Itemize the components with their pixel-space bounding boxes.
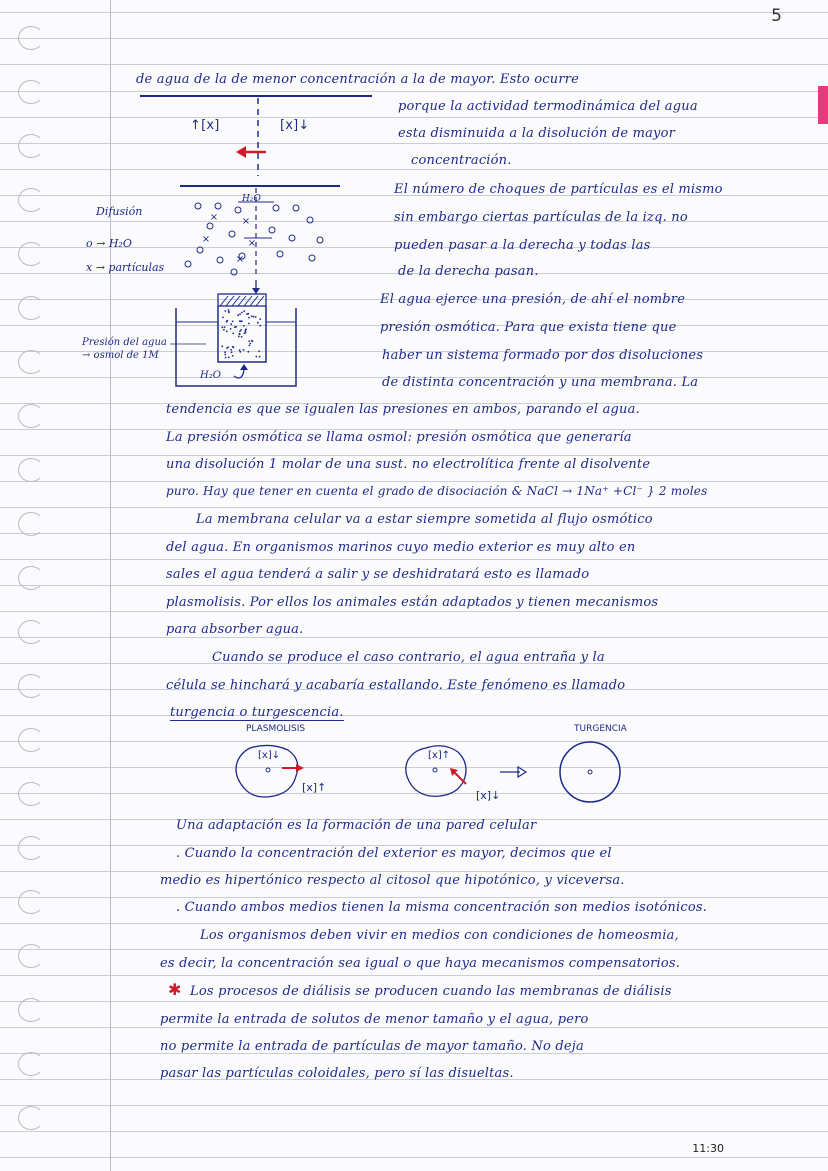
solute-particle: × xyxy=(247,238,257,249)
binder-ring xyxy=(18,350,44,374)
text-line-9: El agua ejerce una presión, de ahí el nombre xyxy=(380,292,686,307)
text-line-34: pasar las partículas coloidales, pero sí las disueltas. xyxy=(160,1066,514,1081)
turgor-cell-swollen xyxy=(560,742,620,802)
solute-dot xyxy=(259,318,261,320)
solute-dot xyxy=(225,357,227,359)
solute-particle: × xyxy=(241,216,251,227)
solute-dot xyxy=(251,340,253,342)
water-molecule xyxy=(235,207,241,213)
solute-dot xyxy=(259,356,261,358)
solute-dot xyxy=(231,352,233,354)
compartment-left-label: ↑[x] xyxy=(190,118,220,133)
solute-dot xyxy=(228,309,230,311)
solute-dot xyxy=(222,317,224,319)
binder-ring xyxy=(18,242,44,266)
solute-dot xyxy=(248,340,250,342)
solute-dot xyxy=(227,320,229,322)
turgor-title: TURGENCIA xyxy=(574,724,627,734)
plasmolysis-title: PLASMOLISIS xyxy=(246,724,306,734)
water-molecule xyxy=(293,205,299,211)
binder-ring xyxy=(18,1052,44,1076)
text-line-19: sales el agua tenderá a salir y se deshidratará esto es llamado xyxy=(166,567,590,582)
binder-ring xyxy=(18,620,44,644)
binder-ring xyxy=(18,890,44,914)
water-molecule xyxy=(307,217,313,223)
solute-particle: × xyxy=(201,234,211,245)
text-line-7: pueden pasar a la derecha y todas las xyxy=(394,238,651,253)
binder-ring xyxy=(18,26,44,50)
solute-dot xyxy=(258,350,260,352)
binder-ring xyxy=(18,404,44,428)
diffusion-h2o-label: H₂O xyxy=(242,194,261,204)
binder-ring xyxy=(18,944,44,968)
binder-ring xyxy=(18,188,44,212)
text-line-8: de la derecha pasan. xyxy=(398,264,539,279)
solute-dot xyxy=(240,320,242,322)
text-line-25: Una adaptación es la formación de una pared celular xyxy=(176,818,537,833)
solute-dot xyxy=(259,325,261,327)
water-molecule xyxy=(207,223,213,229)
text-line-32: permite la entrada de solutos de menor tamaño y el agua, pero xyxy=(160,1012,589,1027)
solute-dot xyxy=(237,314,239,316)
compartment-right-label: [x]↓ xyxy=(280,118,310,133)
binder-ring xyxy=(18,512,44,536)
water-molecule xyxy=(195,203,201,209)
asterisk-icon: ✱ xyxy=(168,980,182,999)
text-line-31: Los procesos de diálisis se producen cuando las membranas de diálisis xyxy=(190,984,672,999)
cell2-inner-label: [x]↑ xyxy=(428,750,451,761)
water-molecule xyxy=(273,205,279,211)
solute-dot xyxy=(239,313,241,315)
solute-dot xyxy=(239,349,241,351)
legend-water: o → H₂O xyxy=(86,237,132,250)
water-molecule xyxy=(277,251,283,257)
diagram-compartments xyxy=(136,88,376,178)
text-line-27: medio es hipertónico respecto al citosol que hipotónico, y viceversa. xyxy=(160,873,625,888)
text-line-17: La membrana celular va a estar siempre sometida al flujo osmótico xyxy=(196,512,653,527)
solute-dot xyxy=(239,351,241,353)
solute-dot xyxy=(255,316,257,318)
cell1-inner-label: [x]↓ xyxy=(258,750,281,761)
text-line-2: porque la actividad termodinámica del agua xyxy=(398,99,698,114)
text-line-14: La presión osmótica se llama osmol: presión osmótica que generaría xyxy=(166,430,632,445)
text-line-16: puro. Hay que tener en cuenta el grado de disociación & NaCl → 1Na⁺ +Cl⁻ } 2 moles xyxy=(166,484,708,498)
solute-dot xyxy=(245,328,247,330)
text-line-15: una disolución 1 molar de una sust. no electrolítica frente al disolvente xyxy=(166,457,651,472)
text-line-23: célula se hinchará y acabaría estallando. Este fenómeno es llamado xyxy=(166,678,626,693)
water-molecule xyxy=(217,257,223,263)
text-line-29: Los organismos deben vivir en medios con condiciones de homeosmia, xyxy=(200,928,679,943)
solute-dot xyxy=(255,356,257,358)
solute-dot xyxy=(232,321,234,323)
text-line-3: esta disminuida a la disolución de mayor xyxy=(398,126,676,141)
solute-dot xyxy=(221,345,223,347)
binder-ring xyxy=(18,296,44,320)
binder-ring xyxy=(18,80,44,104)
solute-dot xyxy=(253,316,255,318)
water-molecule xyxy=(269,227,275,233)
text-line-13: tendencia es que se igualen las presiones en ambos, parando el agua. xyxy=(166,402,640,417)
text-line-22: Cuando se produce el caso contrario, el agua entraña y la xyxy=(212,650,605,665)
solute-dot xyxy=(238,336,240,338)
binder-ring xyxy=(18,836,44,860)
text-line-33: no permite la entrada de partículas de mayor tamaño. No deja xyxy=(160,1039,584,1054)
text-line-5: El número de choques de partículas es el mismo xyxy=(394,182,723,197)
cell1-outer-label: [x]↑ xyxy=(302,781,327,794)
binder-ring xyxy=(18,998,44,1022)
text-line-12: de distinta concentración y una membrana. La xyxy=(382,375,699,390)
solute-dot xyxy=(226,347,228,349)
solute-particle: × xyxy=(209,212,219,223)
binder-ring xyxy=(18,782,44,806)
solute-dot xyxy=(230,349,232,351)
water-molecule xyxy=(197,247,203,253)
text-line-30: es decir, la concentración sea igual o que haya mecanismos compensatorios. xyxy=(160,956,681,971)
water-molecule xyxy=(229,231,235,237)
solute-dot xyxy=(230,323,232,325)
legend-particles: x → partículas xyxy=(86,261,165,274)
beaker-h2o-label: H₂O xyxy=(200,370,221,381)
text-line-18: del agua. En organismos marinos cuyo medio exterior es muy alto en xyxy=(166,540,636,555)
solute-dot xyxy=(230,328,232,330)
binder-ring xyxy=(18,458,44,482)
text-line-28: . Cuando ambos medios tienen la misma concentración son medios isotónicos. xyxy=(176,900,708,915)
text-line-10: presión osmótica. Para que exista tiene que xyxy=(380,320,677,335)
text-line-6: sin embargo ciertas partículas de la izq. no xyxy=(394,210,688,225)
binder-ring xyxy=(18,1106,44,1130)
water-molecule xyxy=(231,269,237,275)
water-molecule xyxy=(289,235,295,241)
diffusion-label: Difusión xyxy=(96,205,143,218)
solute-dot xyxy=(224,354,226,356)
page-tab-marker xyxy=(818,86,828,124)
pressure-label: Presión del agua → osmol de 1M xyxy=(82,337,167,361)
solute-dot xyxy=(232,333,234,335)
text-line-11: haber un sistema formado por dos disoluciones xyxy=(382,348,704,363)
solute-dot xyxy=(243,310,245,312)
text-line-20: plasmolisis. Por ellos los animales están adaptados y tienen mecanismos xyxy=(166,595,659,610)
solute-dot xyxy=(228,311,230,313)
solute-dot xyxy=(226,330,228,332)
binder-ring xyxy=(18,674,44,698)
footer-time: 11:30 xyxy=(692,1142,724,1155)
solute-dot xyxy=(224,351,226,353)
solute-dot xyxy=(248,317,250,319)
solute-dot xyxy=(246,313,248,315)
solute-dot xyxy=(221,326,223,328)
solute-dot xyxy=(223,329,225,331)
solute-particle: × xyxy=(235,254,245,265)
cell2-outer-label: [x]↓ xyxy=(476,789,501,802)
solute-dot xyxy=(232,346,234,348)
text-line-1: de agua de la de menor concentración a la de mayor. Esto ocurre xyxy=(136,72,580,87)
solute-dot xyxy=(248,351,250,353)
solute-dot xyxy=(224,310,226,312)
margin-line xyxy=(110,0,111,1171)
binder-rings xyxy=(0,0,60,1171)
water-molecule xyxy=(215,203,221,209)
solute-dot xyxy=(243,325,245,327)
water-molecule xyxy=(317,237,323,243)
solute-dot xyxy=(245,332,247,334)
solute-dot xyxy=(239,333,241,335)
solute-dot xyxy=(249,343,251,345)
diagram-osmotic-beaker xyxy=(170,278,310,390)
water-molecule xyxy=(309,255,315,261)
water-molecule xyxy=(185,261,191,267)
solute-dot xyxy=(232,355,234,357)
solute-dot xyxy=(240,329,242,331)
text-line-4: concentración. xyxy=(411,153,512,168)
solute-dot xyxy=(228,356,230,358)
solute-dot xyxy=(243,349,245,351)
binder-ring xyxy=(18,566,44,590)
solute-dot xyxy=(249,345,251,347)
solute-dot xyxy=(257,322,259,324)
text-line-26: . Cuando la concentración del exterior es mayor, decimos que el xyxy=(176,846,612,861)
solute-dot xyxy=(248,323,250,325)
binder-ring xyxy=(18,134,44,158)
page-number: 5 xyxy=(771,6,782,26)
solute-dot xyxy=(234,326,236,328)
text-line-24: turgencia o turgescencia. xyxy=(170,705,344,720)
solute-dot xyxy=(224,326,226,328)
solute-dot xyxy=(241,312,243,314)
solute-dot xyxy=(251,315,253,317)
binder-ring xyxy=(18,728,44,752)
solute-dot xyxy=(241,336,243,338)
text-line-21: para absorber agua. xyxy=(166,622,304,637)
